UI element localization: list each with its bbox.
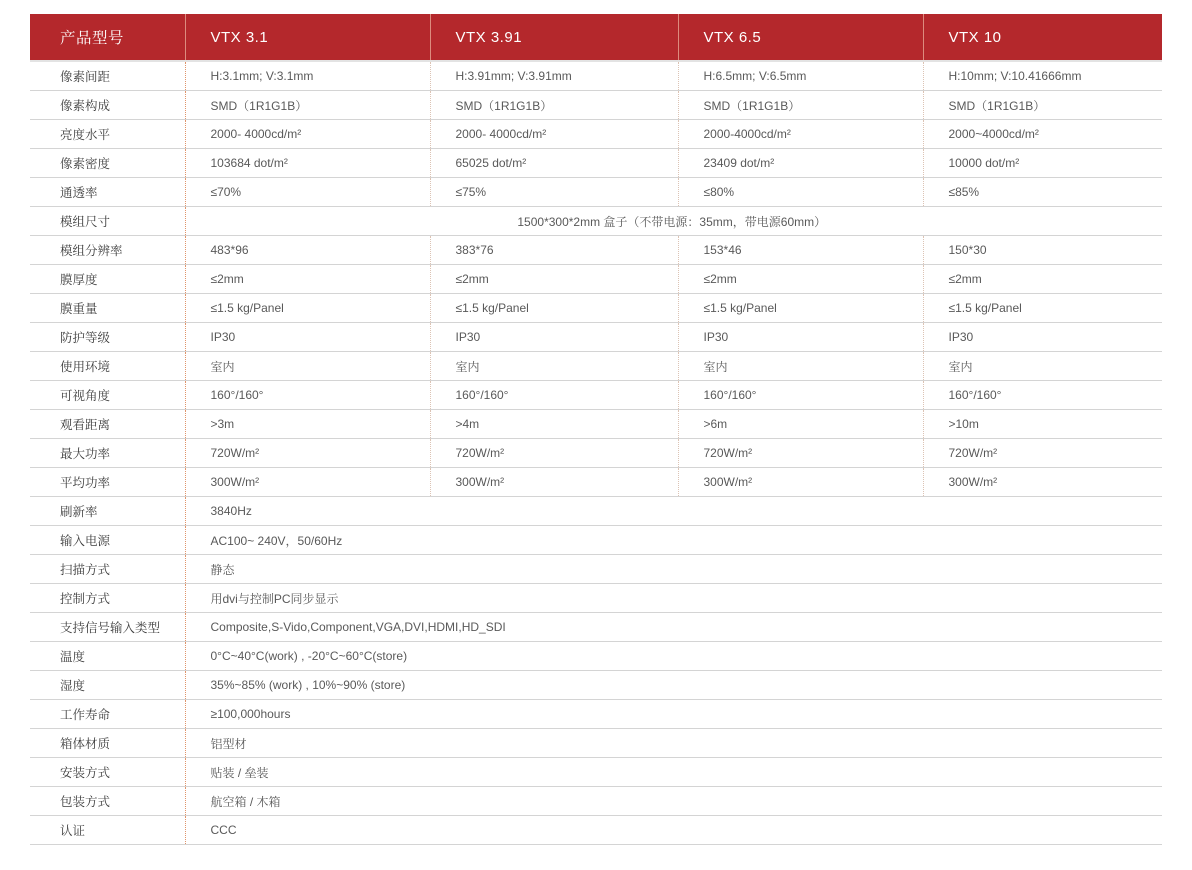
table-row	[30, 613, 1162, 642]
header-model-name: VTX 3.1	[185, 14, 430, 61]
cell-value: >4m	[430, 410, 678, 439]
row-label: 防护等级	[30, 323, 185, 352]
table-row	[30, 149, 1162, 178]
table-row	[30, 294, 1162, 323]
cell-value: 23409 dot/m²	[678, 149, 923, 178]
row-label: 模组尺寸	[30, 207, 185, 236]
cell-value: 300W/m²	[185, 468, 430, 497]
table-row	[30, 91, 1162, 120]
row-label: 像素构成	[30, 91, 185, 120]
table-row	[30, 265, 1162, 294]
row-label: 模组分辨率	[30, 236, 185, 265]
row-label: 膜厚度	[30, 265, 185, 294]
cell-value: SMD（1R1G1B）	[678, 91, 923, 120]
row-label: 认证	[30, 816, 185, 845]
cell-value-spanning: 35%~85% (work) , 10%~90% (store)	[185, 671, 1162, 700]
cell-value: SMD（1R1G1B）	[923, 91, 1162, 120]
cell-value: 300W/m²	[430, 468, 678, 497]
table-row	[30, 352, 1162, 381]
header-model-name: VTX 10	[923, 14, 1162, 61]
row-label: 控制方式	[30, 584, 185, 613]
table-row	[30, 700, 1162, 729]
table-row	[30, 410, 1162, 439]
table-row	[30, 323, 1162, 352]
header-model-name: VTX 3.91	[430, 14, 678, 61]
cell-value-spanning: 1500*300*2mm 盒子（不带电源：35mm，带电源60mm）	[185, 207, 1162, 236]
cell-value: ≤85%	[923, 178, 1162, 207]
row-label: 工作寿命	[30, 700, 185, 729]
row-label: 湿度	[30, 671, 185, 700]
cell-value-spanning: 贴装 / 垒装	[185, 758, 1162, 787]
cell-value: 300W/m²	[923, 468, 1162, 497]
row-label: 输入电源	[30, 526, 185, 555]
table-row	[30, 207, 1162, 236]
cell-value: 300W/m²	[678, 468, 923, 497]
table-row	[30, 671, 1162, 700]
cell-value: 720W/m²	[430, 439, 678, 468]
table-row	[30, 61, 1162, 91]
table-row	[30, 439, 1162, 468]
cell-value: ≤80%	[678, 178, 923, 207]
cell-value-spanning: CCC	[185, 816, 1162, 845]
row-label: 像素密度	[30, 149, 185, 178]
cell-value-spanning: AC100~ 240V，50/60Hz	[185, 526, 1162, 555]
cell-value: 2000- 4000cd/m²	[430, 120, 678, 149]
cell-value: 153*46	[678, 236, 923, 265]
table-row	[30, 816, 1162, 845]
row-label: 箱体材质	[30, 729, 185, 758]
row-label: 刷新率	[30, 497, 185, 526]
cell-value: 383*76	[430, 236, 678, 265]
cell-value: >3m	[185, 410, 430, 439]
cell-value-spanning: Composite,S-Vido,Component,VGA,DVI,HDMI,HD_SDI	[185, 613, 1162, 642]
cell-value: 2000- 4000cd/m²	[185, 120, 430, 149]
row-label: 温度	[30, 642, 185, 671]
cell-value: >6m	[678, 410, 923, 439]
row-label: 可视角度	[30, 381, 185, 410]
table-row	[30, 526, 1162, 555]
cell-value: 720W/m²	[923, 439, 1162, 468]
row-label: 平均功率	[30, 468, 185, 497]
row-label: 最大功率	[30, 439, 185, 468]
table-row	[30, 729, 1162, 758]
table-row	[30, 555, 1162, 584]
product-spec-table	[30, 14, 1162, 845]
cell-value: ≤2mm	[185, 265, 430, 294]
cell-value: ≤1.5 kg/Panel	[185, 294, 430, 323]
cell-value: SMD（1R1G1B）	[185, 91, 430, 120]
table-row	[30, 642, 1162, 671]
table-row	[30, 468, 1162, 497]
cell-value: H:6.5mm; V:6.5mm	[678, 61, 923, 91]
cell-value: IP30	[185, 323, 430, 352]
cell-value: 160°/160°	[923, 381, 1162, 410]
row-label: 包装方式	[30, 787, 185, 816]
cell-value: ≤1.5 kg/Panel	[430, 294, 678, 323]
row-label: 使用环境	[30, 352, 185, 381]
cell-value-spanning: 用dvi与控制PC同步显示	[185, 584, 1162, 613]
cell-value: 室内	[185, 352, 430, 381]
cell-value: 10000 dot/m²	[923, 149, 1162, 178]
cell-value-spanning: 静态	[185, 555, 1162, 584]
row-label: 像素间距	[30, 61, 185, 91]
row-label: 膜重量	[30, 294, 185, 323]
row-label: 支持信号输入类型	[30, 613, 185, 642]
cell-value: ≤2mm	[678, 265, 923, 294]
cell-value: 65025 dot/m²	[430, 149, 678, 178]
row-label: 安装方式	[30, 758, 185, 787]
cell-value: 室内	[923, 352, 1162, 381]
cell-value-spanning: 3840Hz	[185, 497, 1162, 526]
cell-value: IP30	[430, 323, 678, 352]
cell-value: ≤1.5 kg/Panel	[678, 294, 923, 323]
row-label: 扫描方式	[30, 555, 185, 584]
table-row	[30, 787, 1162, 816]
header-model-name: VTX 6.5	[678, 14, 923, 61]
cell-value: 483*96	[185, 236, 430, 265]
cell-value: 150*30	[923, 236, 1162, 265]
table-header	[30, 14, 1162, 61]
cell-value: H:3.1mm; V:3.1mm	[185, 61, 430, 91]
cell-value: 160°/160°	[678, 381, 923, 410]
table-row	[30, 381, 1162, 410]
table-row	[30, 497, 1162, 526]
cell-value-spanning: 0°C~40°C(work) , -20°C~60°C(store)	[185, 642, 1162, 671]
header-row	[30, 14, 1162, 61]
cell-value: 160°/160°	[185, 381, 430, 410]
table-body	[30, 61, 1162, 845]
cell-value: IP30	[923, 323, 1162, 352]
table-row	[30, 236, 1162, 265]
cell-value: ≤1.5 kg/Panel	[923, 294, 1162, 323]
cell-value: 室内	[430, 352, 678, 381]
cell-value: H:10mm; V:10.41666mm	[923, 61, 1162, 91]
row-label: 观看距离	[30, 410, 185, 439]
table-row	[30, 178, 1162, 207]
cell-value: ≤75%	[430, 178, 678, 207]
cell-value: 160°/160°	[430, 381, 678, 410]
header-product-model-label: 产品型号	[30, 14, 185, 61]
cell-value: 103684 dot/m²	[185, 149, 430, 178]
cell-value: >10m	[923, 410, 1162, 439]
row-label: 亮度水平	[30, 120, 185, 149]
cell-value: 2000~4000cd/m²	[923, 120, 1162, 149]
cell-value-spanning: ≥100,000hours	[185, 700, 1162, 729]
cell-value: ≤70%	[185, 178, 430, 207]
table-row	[30, 584, 1162, 613]
table-row	[30, 120, 1162, 149]
cell-value: 2000-4000cd/m²	[678, 120, 923, 149]
cell-value-spanning: 航空箱 / 木箱	[185, 787, 1162, 816]
cell-value: ≤2mm	[430, 265, 678, 294]
cell-value: 室内	[678, 352, 923, 381]
cell-value-spanning: 铝型材	[185, 729, 1162, 758]
row-label: 通透率	[30, 178, 185, 207]
cell-value: ≤2mm	[923, 265, 1162, 294]
cell-value: IP30	[678, 323, 923, 352]
table-row	[30, 758, 1162, 787]
cell-value: SMD（1R1G1B）	[430, 91, 678, 120]
cell-value: 720W/m²	[678, 439, 923, 468]
cell-value: 720W/m²	[185, 439, 430, 468]
cell-value: H:3.91mm; V:3.91mm	[430, 61, 678, 91]
